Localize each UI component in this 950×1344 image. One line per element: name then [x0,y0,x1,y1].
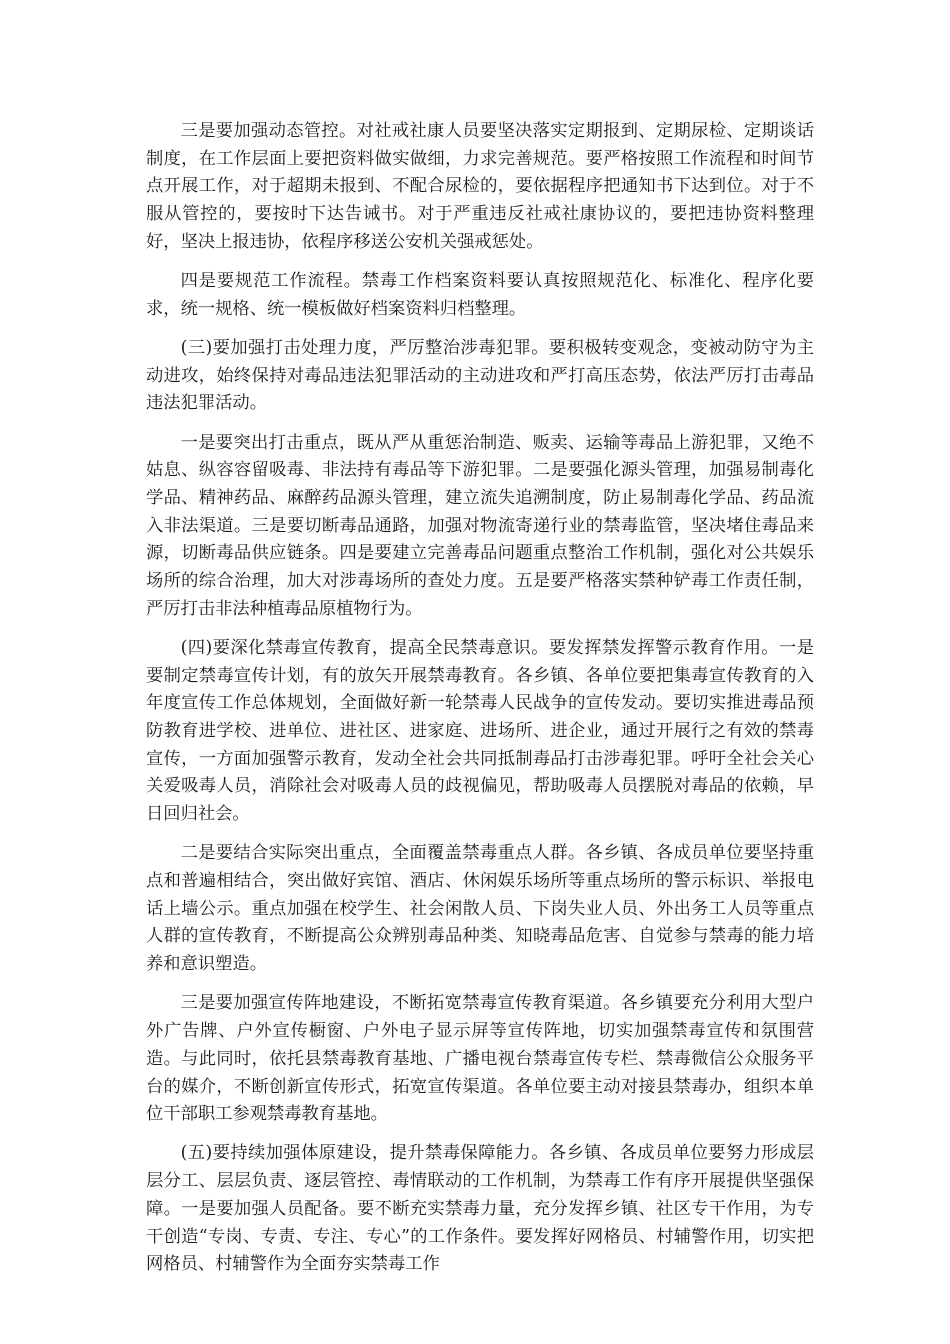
paragraph-key-groups: 二是要结合实际突出重点，全面覆盖禁毒重点人群。各乡镇、各成员单位要坚持重点和普遍相结合，突出做好宾馆、酒店、休闲娱乐场所等重点场所的警示标识、举报电话上墙公示。重点加强在校学生、社会闲散人员、下岗失业人员、外出务工人员等重点人群的宣传教育，不断提高公众辨别毒品种类、知晓毒品危害、自觉参与禁毒的能力培养和意识塑造。 [146,843,814,975]
paragraph-section-3-heading: (三)要加强打击处理力度，严厉整治涉毒犯罪。要积极转变观念，变被动防守为主动进攻，始终保持对毒品违法犯罪活动的主动进攻和严打高压态势，依法严厉打击毒品违法犯罪活动。 [146,337,814,414]
paragraph-section-5-heading: (五)要持续加强体原建设，提升禁毒保障能力。各乡镇、各成员单位要努力形成层层分工、层层负责、逐层管控、毒情联动的工作机制，为禁毒工作有序开展提供坚强保障。一是要加强人员配备。要不断充实禁毒力量，充分发挥乡镇、社区专干作用，为专干创造“专岗、专责、专注、专心”的工作条件。要发挥好网格员、村辅警作用，切实把网格员、村辅警作为全面夯实禁毒工作 [146,1143,814,1275]
document-body [146,118,814,1290]
paragraph-strike-priorities: 一是要突出打击重点，既从严从重惩治制造、贩卖、运输等毒品上游犯罪，又绝不姑息、纵容容留吸毒、非法持有毒品等下游犯罪。二是要强化源头管理，加强易制毒化学品、精神药品、麻醉药品源头管理，建立流失追溯制度，防止易制毒化学品、药品流入非法渠道。三是要切断毒品通路，加强对物流寄递行业的禁毒监管，坚决堵住毒品来源，切断毒品供应链条。四是要建立完善毒品问题重点整治工作机制，强化对公共娱乐场所的综合治理，加大对涉毒场所的查处力度。五是要严格落实禁种铲毒工作责任制，严厉打击非法种植毒品原植物行为。 [146,432,814,619]
paragraph-workflow: 四是要规范工作流程。禁毒工作档案资料要认真按照规范化、标准化、程序化要求，统一规格、统一模板做好档案资料归档整理。 [146,271,814,319]
paragraph-dynamic-control: 三是要加强动态管控。对社戒社康人员要坚决落实定期报到、定期尿检、定期谈话制度，在工作层面上要把资料做实做细，力求完善规范。要严格按照工作流程和时间节点开展工作，对于超期未报到、不配合尿检的，要依据程序把通知书下达到位。对于不服从管控的，要按时下达告诫书。对于严重违反社戒社康协议的，要把违协资料整理好，坚决上报违协，依程序移送公安机关强戒惩处。 [146,121,814,252]
paragraph-publicity-channels: 三是要加强宣传阵地建设，不断拓宽禁毒宣传教育渠道。各乡镇要充分利用大型户外广告牌、户外宣传橱窗、户外电子显示屏等宣传阵地，切实加强禁毒宣传和氛围营造。与此同时，依托县禁毒教育基地、广播电视台禁毒宣传专栏、禁毒微信公众服务平台的媒介，不断创新宣传形式，拓宽宣传渠道。各单位要主动对接县禁毒办，组织本单位干部职工参观禁毒教育基地。 [146,993,814,1125]
paragraph-section-4-heading: (四)要深化禁毒宣传教育，提高全民禁毒意识。要发挥禁发挥警示教育作用。一是要制定禁毒宣传计划，有的放矢开展禁毒教育。各乡镇、各单位要把集毒宣传教育的入年度宣传工作总体规划，全面做好新一轮禁毒人民战争的宣传发动。要切实推进毒品预防教育进学校、进单位、进社区、进家庭、进场所、进企业，通过开展行之有效的禁毒宣传，一方面加强警示教育，发动全社会共同抵制毒品打击涉毒犯罪。呼吁全社会关心关爱吸毒人员，消除社会对吸毒人员的歧视偏见，帮助吸毒人员摆脱对毒品的依赖，早日回归社会。 [146,637,814,825]
